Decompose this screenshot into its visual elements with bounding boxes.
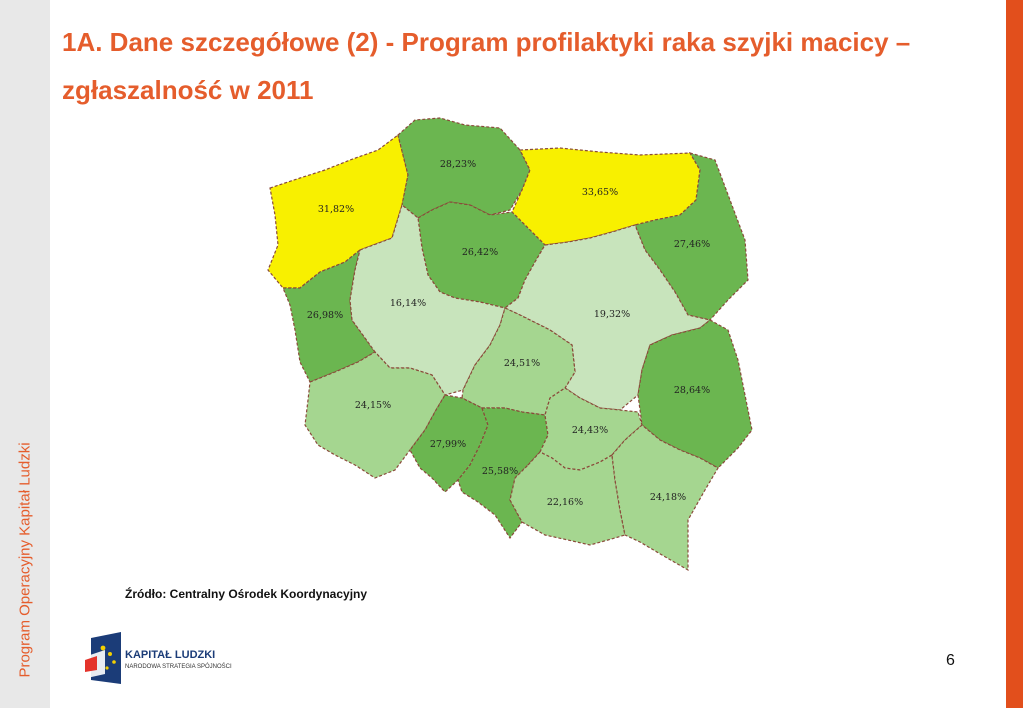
value-label-podlaskie: 27,46% (673, 239, 711, 250)
value-label-mazowieckie: 19,32% (593, 309, 631, 320)
value-label-dolnoslaskie: 24,15% (354, 400, 392, 411)
value-label-slaskie: 25,58% (481, 466, 519, 477)
source-caption: Źródło: Centralny Ośrodek Koordynacyjny (125, 587, 368, 601)
page-title: 1A. Dane szczegółowe (2) - Program profilaktyki raka szyjki macicy – zgłaszalność w 2011 (62, 27, 911, 105)
value-label-podkarpackie: 24,18% (649, 492, 687, 503)
right-accent-strip (1006, 0, 1023, 708)
sidebar (0, 0, 50, 708)
value-label-warminsko-mazurskie: 33,65% (581, 187, 619, 198)
page-number: 6 (946, 652, 955, 669)
value-label-opolskie: 27,99% (429, 439, 467, 450)
value-label-lubuskie: 26,98% (306, 310, 344, 321)
value-label-lodzkie: 24,51% (503, 358, 541, 369)
logo-subtitle: NARODOWA STRATEGIA SPÓJNOŚCI (125, 664, 232, 670)
kapital-ludzki-logo-icon (83, 630, 127, 686)
value-label-wielkopolskie: 16,14% (389, 298, 427, 309)
value-label-lubelskie: 28,64% (673, 385, 711, 396)
value-label-kujawsko-pomorskie: 26,42% (461, 247, 499, 258)
sidebar-program-label: Program Operacyjny Kapitał Ludzki (16, 442, 34, 678)
value-label-malopolskie: 22,16% (546, 497, 584, 508)
poland-map (255, 110, 765, 580)
logo-name: KAPITAŁ LUDZKI (125, 649, 216, 661)
value-label-zachodniopomorskie: 31,82% (317, 204, 355, 215)
value-label-pomorskie: 28,23% (439, 159, 477, 170)
value-label-swietokrzyskie: 24,43% (571, 425, 609, 436)
